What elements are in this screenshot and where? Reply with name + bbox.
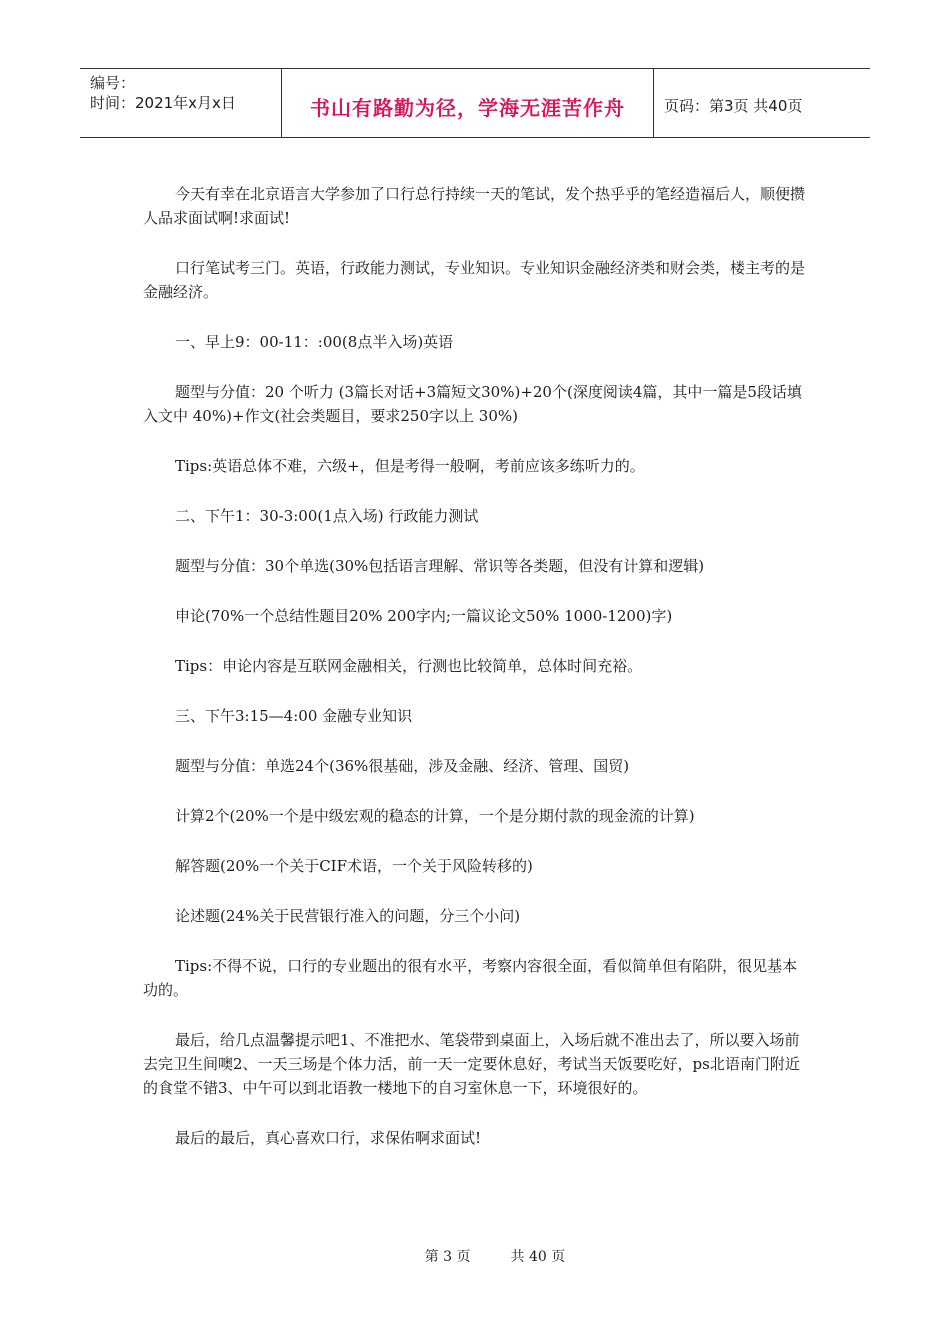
paragraph: 题型与分值：20 个听力 (3篇长对话+3篇短文30%)+20个(深度阅读4篇，其中一篇是5段话填入文中 40%)+作文(社会类题目，要求250字以上 30%) [143,383,802,425]
document-time-label: 时间：2021年x月x日 [90,94,236,112]
paragraph: 论述题(24%关于民营银行准入的问题，分三个小问) [175,907,521,925]
paragraph: 最后，给几点温馨提示吧1、不准把水、笔袋带到桌面上，入场后就不准出去了，所以要入场前去完卫生间噢2、一天三场是个体力活，前一天一定要休息好，考试当天饭要吃好，ps北语南门附近的食堂不错3、中午可以到北语教一楼地下的自习室休息一下，环境很好的。 [143,1031,800,1097]
document-number-label: 编号： [90,74,136,92]
paragraph: 申论(70%一个总结性题目20% 200字内;一篇议论文50% 1000-1200)字) [175,607,673,625]
section-heading: 一、早上9：00-11：:00(8点半入场)英语 [175,333,454,351]
header-motto: 书山有路勤为径，学海无涯苦作舟 [310,95,625,120]
paragraph: 解答题(20%一个关于CIF术语，一个关于风险转移的) [175,857,533,875]
header-meta-cell [80,69,282,137]
tips-paragraph: Tips:英语总体不难，六级+，但是考得一般啊，考前应该多练听力的。 [175,457,645,475]
header-page-code: 页码：第3页 共40页 [664,96,803,115]
header-motto-cell [282,69,654,137]
footer-page-total: 共 40 页 [510,1249,566,1265]
paragraph: 题型与分值：单选24个(36%很基础，涉及金融、经济、管理、国贸) [175,757,630,775]
paragraph: 口行笔试考三门。英语，行政能力测试，专业知识。专业知识金融经济类和财会类，楼主考的是金融经济。 [143,259,806,301]
document-body [143,182,808,1176]
section-heading: 二、下午1：30-3:00(1点入场) 行政能力测试 [175,507,479,525]
paragraph: 题型与分值：30个单选(30%包括语言理解、常识等各类题，但没有计算和逻辑) [175,557,705,575]
paragraph: 今天有幸在北京语言大学参加了口行总行持续一天的笔试，发个热乎乎的笔经造福后人，顺便攒人品求面试啊!求面试! [143,185,806,227]
tips-paragraph: Tips：申论内容是互联网金融相关，行测也比较简单，总体时间充裕。 [175,657,643,675]
footer-page-number: 第 3 页 [424,1249,471,1265]
tips-paragraph: Tips:不得不说，口行的专业题出的很有水平，考察内容很全面，看似简单但有陷阱，很见基本功的。 [143,957,798,999]
section-heading: 三、下午3:15—4:00 金融专业知识 [175,707,413,725]
page-header [80,68,870,138]
paragraph: 计算2个(20%一个是中级宏观的稳态的计算，一个是分期付款的现金流的计算) [175,807,695,825]
header-page-cell [654,69,870,137]
closing-paragraph: 最后的最后，真心喜欢口行，求保佑啊求面试! [175,1129,482,1147]
page-footer [0,1246,950,1266]
